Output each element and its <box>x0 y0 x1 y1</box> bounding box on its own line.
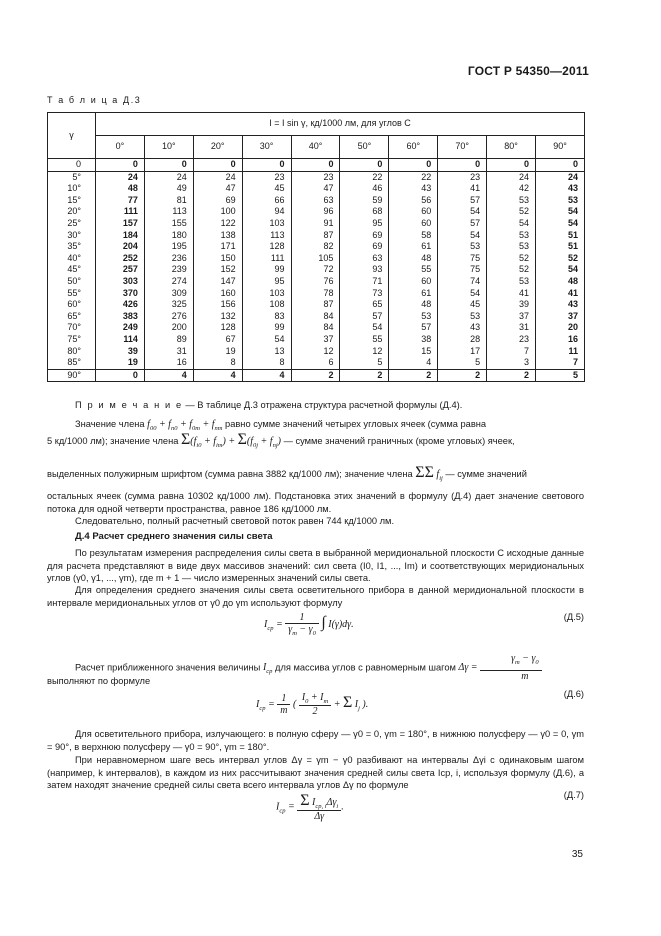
table-cell: 38 <box>389 334 438 346</box>
table-cell: 160 <box>193 288 242 300</box>
table-cell: 31 <box>487 322 536 334</box>
row-angle: 70° <box>48 322 96 334</box>
table-cell: 24 <box>144 171 193 183</box>
table-cell: 66 <box>242 195 291 207</box>
table-cell: 41 <box>487 288 536 300</box>
row-angle: 85° <box>48 357 96 369</box>
table-cell: 41 <box>536 288 585 300</box>
table-cell: 54 <box>536 206 585 218</box>
table-row <box>48 206 585 218</box>
table-cell: 128 <box>193 322 242 334</box>
table-caption: Т а б л и ц а Д.3 <box>47 95 142 105</box>
column-header: 0° <box>96 136 145 159</box>
boundary-sum-formula: $\Sigma(f_{i0} + f_{im}) + \Sigma(f_{0j} + f_{nj})$ <box>180 431 281 449</box>
table-cell: 68 <box>340 206 389 218</box>
table-cell: 23 <box>291 171 340 183</box>
table-cell: 114 <box>96 334 145 346</box>
table-cell: 24 <box>536 171 585 183</box>
table-cell: 22 <box>389 171 438 183</box>
table-cell: 6 <box>291 357 340 369</box>
table-cell: 93 <box>340 264 389 276</box>
table-cell: 99 <box>242 264 291 276</box>
table-cell: 37 <box>487 311 536 323</box>
table-cell: 303 <box>96 276 145 288</box>
page-number: 35 <box>571 849 583 860</box>
table-row <box>48 288 585 300</box>
table-cell: 17 <box>438 346 487 358</box>
table-cell: 48 <box>96 183 145 195</box>
table-cell: 249 <box>96 322 145 334</box>
document-id: ГОСТ Р 54350—2011 <box>467 64 589 78</box>
inner-sum-formula: ΣΣ $f_{ij}$ <box>415 464 443 482</box>
table-cell: 95 <box>242 276 291 288</box>
table-cell: 83 <box>242 311 291 323</box>
table-cell: 84 <box>291 311 340 323</box>
table-cell: 47 <box>193 183 242 195</box>
column-header: 40° <box>291 136 340 159</box>
table-cell: 100 <box>193 206 242 218</box>
table-cell: 81 <box>144 195 193 207</box>
table-cell: 8 <box>242 357 291 369</box>
table-row <box>48 276 585 288</box>
paragraph-total-flux: Следовательно, полный расчетный световой поток равен 744 кд/1000 лм. <box>75 516 395 526</box>
equation-d6: $I_{ср}$ = $\frac{1}{m}$ ( $\frac{I_0 + I_m}{2}$ + Σ $I_j$ ). <box>256 692 369 717</box>
table-row <box>48 241 585 253</box>
table-cell: 60 <box>389 206 438 218</box>
table-cell: 54 <box>536 264 585 276</box>
table-cell: 71 <box>340 276 389 288</box>
paragraph-sphere-cases: Для осветительного прибора, излучающего: в полную сферу — γ0 = 0, γm = 180°, в нижнюю полусферу — γ0 = 0, γm = 90°, в верхнюю полусферу — γ0 = 90°, γm = 180°. <box>47 729 584 752</box>
table-cell: 39 <box>96 346 145 358</box>
column-header: 30° <box>242 136 291 159</box>
equation-number-d7: (Д.7) <box>563 790 584 800</box>
table-row <box>48 218 585 230</box>
table-cell: 147 <box>193 276 242 288</box>
row-angle: 50° <box>48 276 96 288</box>
table-cell: 4 <box>242 369 291 382</box>
table-cell: 73 <box>340 288 389 300</box>
paragraph-term-sum-2: 5 кд/1000 лм); значение члена $\Sigma(f_{i0} + f_{im}) + \Sigma(f_{0j} + f_{nj})$ — сумме значений граничных (кроме угловых) ячеек, <box>47 431 515 449</box>
table-cell: 53 <box>536 195 585 207</box>
table-cell: 95 <box>340 218 389 230</box>
table-cell: 43 <box>389 183 438 195</box>
table-row <box>48 171 585 183</box>
group-header: I = I sin γ, кд/1000 лм, для углов C <box>96 113 585 136</box>
table-cell: 48 <box>389 299 438 311</box>
table-cell: 55 <box>340 334 389 346</box>
table-cell: 2 <box>487 369 536 382</box>
data-table <box>47 112 585 382</box>
table-cell: 60 <box>389 276 438 288</box>
table-cell: 239 <box>144 264 193 276</box>
table-cell: 67 <box>193 334 242 346</box>
column-header: 50° <box>340 136 389 159</box>
table-cell: 23 <box>487 334 536 346</box>
row-angle: 45° <box>48 264 96 276</box>
table-cell: 77 <box>96 195 145 207</box>
table-cell: 156 <box>193 299 242 311</box>
table-cell: 75 <box>438 264 487 276</box>
table-cell: 53 <box>438 241 487 253</box>
table-cell: 16 <box>536 334 585 346</box>
table-cell: 2 <box>438 369 487 382</box>
table-cell: 82 <box>291 241 340 253</box>
table-cell: 23 <box>242 171 291 183</box>
table-cell: 0 <box>340 159 389 172</box>
row-angle: 60° <box>48 299 96 311</box>
table-cell: 0 <box>144 159 193 172</box>
table-cell: 132 <box>193 311 242 323</box>
table-cell: 42 <box>487 183 536 195</box>
table-cell: 43 <box>536 299 585 311</box>
row-angle: 5° <box>48 171 96 183</box>
table-cell: 91 <box>291 218 340 230</box>
table-cell: 63 <box>340 253 389 265</box>
table-cell: 51 <box>536 241 585 253</box>
table-cell: 53 <box>389 311 438 323</box>
table-cell: 111 <box>242 253 291 265</box>
table-cell: 24 <box>96 171 145 183</box>
table-cell: 78 <box>291 288 340 300</box>
table-cell: 13 <box>242 346 291 358</box>
table-row <box>48 346 585 358</box>
table-cell: 103 <box>242 288 291 300</box>
row-angle: 25° <box>48 218 96 230</box>
table-cell: 74 <box>438 276 487 288</box>
table-cell: 20 <box>536 322 585 334</box>
corner-sum-formula: $f_{00} + f_{n0} + f_{0m} + f_{nm}$ <box>147 419 223 432</box>
table-cell: 24 <box>487 171 536 183</box>
table-cell: 15 <box>389 346 438 358</box>
table-note: П р и м е ч а н и е — В таблице Д.3 отражена структура расчетной формулы (Д.4). <box>75 400 463 410</box>
table-cell: 53 <box>487 230 536 242</box>
table-cell: 2 <box>389 369 438 382</box>
table-cell: 39 <box>487 299 536 311</box>
table-cell: 31 <box>144 346 193 358</box>
column-header: 20° <box>193 136 242 159</box>
table-cell: 37 <box>536 311 585 323</box>
table-cell: 150 <box>193 253 242 265</box>
table-row <box>48 159 585 172</box>
table-cell: 0 <box>193 159 242 172</box>
table-cell: 0 <box>242 159 291 172</box>
table-cell: 52 <box>487 253 536 265</box>
row-angle: 30° <box>48 230 96 242</box>
table-cell: 52 <box>487 264 536 276</box>
row-angle: 15° <box>48 195 96 207</box>
table-cell: 180 <box>144 230 193 242</box>
table-row <box>48 230 585 242</box>
table-row <box>48 299 585 311</box>
table-cell: 87 <box>291 230 340 242</box>
table-cell: 43 <box>438 322 487 334</box>
table-row <box>48 183 585 195</box>
table-cell: 0 <box>291 159 340 172</box>
table-cell: 12 <box>291 346 340 358</box>
table-cell: 60 <box>389 218 438 230</box>
table-cell: 184 <box>96 230 145 242</box>
table-cell: 2 <box>340 369 389 382</box>
row-angle: 10° <box>48 183 96 195</box>
table-cell: 23 <box>438 171 487 183</box>
table-cell: 63 <box>291 195 340 207</box>
table-cell: 236 <box>144 253 193 265</box>
table-cell: 59 <box>340 195 389 207</box>
table-cell: 41 <box>438 183 487 195</box>
table-cell: 45 <box>438 299 487 311</box>
table-cell: 69 <box>193 195 242 207</box>
table-cell: 257 <box>96 264 145 276</box>
row-angle: 90° <box>48 369 96 382</box>
table-cell: 52 <box>536 253 585 265</box>
table-cell: 94 <box>242 206 291 218</box>
table-cell: 113 <box>144 206 193 218</box>
table-cell: 47 <box>291 183 340 195</box>
table-cell: 96 <box>291 206 340 218</box>
table-cell: 53 <box>487 276 536 288</box>
table-cell: 45 <box>242 183 291 195</box>
table-cell: 138 <box>193 230 242 242</box>
table-cell: 61 <box>389 288 438 300</box>
column-header: 10° <box>144 136 193 159</box>
table-cell: 200 <box>144 322 193 334</box>
table-cell: 274 <box>144 276 193 288</box>
paragraph-nonuniform-step: При неравномерном шаге весь интервал углов Δγ = γm − γ0 разбивают на интервалы Δγi с одинаковым шагом (например, k интервалов), в каждом из них рассчитывают значения средней силы света Icp, i, используя формулу (Д.6), а затем находят значение средней силы света всего интервала углов Δγ по формуле <box>47 755 584 790</box>
table-cell: 61 <box>389 241 438 253</box>
table-cell: 11 <box>536 346 585 358</box>
paragraph-mean-formula-intro: Для определения среднего значения силы света осветительного прибора в данной меридиональной плоскости в интервале меридиональных углов от γ0 до γm используют формулу <box>47 585 584 608</box>
table-cell: 76 <box>291 276 340 288</box>
row-angle: 65° <box>48 311 96 323</box>
table-cell: 69 <box>340 241 389 253</box>
table-cell: 75 <box>438 253 487 265</box>
table-cell: 51 <box>536 230 585 242</box>
table-cell: 195 <box>144 241 193 253</box>
table-cell: 24 <box>193 171 242 183</box>
table-row <box>48 264 585 276</box>
row-angle: 75° <box>48 334 96 346</box>
table-cell: 103 <box>242 218 291 230</box>
table-cell: 58 <box>389 230 438 242</box>
table-cell: 105 <box>291 253 340 265</box>
table-cell: 65 <box>340 299 389 311</box>
table-cell: 57 <box>340 311 389 323</box>
row-angle: 20° <box>48 206 96 218</box>
paragraph-approx-formula: выполняют по формуле <box>47 676 151 686</box>
equation-d5: $I_{ср}$ = $\frac{1}{\gamma_m - \gamma_0}$ ∫ I(γ)dγ. <box>264 612 354 637</box>
equation-number-d6: (Д.6) <box>563 689 584 699</box>
row-angle: 55° <box>48 288 96 300</box>
table-cell: 309 <box>144 288 193 300</box>
table-cell: 276 <box>144 311 193 323</box>
table-cell: 87 <box>291 299 340 311</box>
table-cell: 19 <box>96 357 145 369</box>
table-cell: 7 <box>536 357 585 369</box>
column-header: 70° <box>438 136 487 159</box>
table-cell: 426 <box>96 299 145 311</box>
section-title: Д.4 Расчет среднего значения силы света <box>75 531 273 542</box>
column-header: 80° <box>487 136 536 159</box>
table-row <box>48 357 585 369</box>
table-cell: 16 <box>144 357 193 369</box>
table-cell: 128 <box>242 241 291 253</box>
row-angle: 40° <box>48 253 96 265</box>
equation-d7: $I_{ср}$ = $\frac{\Sigma I_{ср, i}\Delta\gamma_i}{\Delta\gamma}$ . <box>276 792 344 822</box>
table-cell: 5 <box>340 357 389 369</box>
table-cell: 37 <box>291 334 340 346</box>
table-cell: 55 <box>389 264 438 276</box>
table-cell: 48 <box>389 253 438 265</box>
table-cell: 108 <box>242 299 291 311</box>
table-cell: 0 <box>487 159 536 172</box>
table-cell: 54 <box>340 322 389 334</box>
table-cell: 43 <box>536 183 585 195</box>
table-cell: 52 <box>487 206 536 218</box>
table-cell: 46 <box>340 183 389 195</box>
table-cell: 155 <box>144 218 193 230</box>
equation-number-d5: (Д.5) <box>563 612 584 622</box>
table-cell: 72 <box>291 264 340 276</box>
table-cell: 5 <box>536 369 585 382</box>
table-cell: 57 <box>389 322 438 334</box>
table-cell: 54 <box>438 230 487 242</box>
table-row <box>48 322 585 334</box>
table-cell: 84 <box>291 322 340 334</box>
table-cell: 53 <box>487 241 536 253</box>
row-angle: 80° <box>48 346 96 358</box>
table-cell: 0 <box>438 159 487 172</box>
paragraph-input-data: По результатам измерения распределения силы света в выбранной меридиональной плоскости C исходные данные для расчета представляют в виде двух массивов значений: сил света (I0, I1, ..., Im) и соответствующих меридиональных углов (γ0, γ1, ..., γm), где m + 1 — число измеренных значений силы света. <box>47 548 584 583</box>
table-cell: 252 <box>96 253 145 265</box>
table-cell: 89 <box>144 334 193 346</box>
table-cell: 8 <box>193 357 242 369</box>
table-cell: 4 <box>144 369 193 382</box>
table-cell: 383 <box>96 311 145 323</box>
table-cell: 54 <box>487 218 536 230</box>
table-row <box>48 334 585 346</box>
table-cell: 4 <box>389 357 438 369</box>
table-cell: 7 <box>487 346 536 358</box>
table-cell: 22 <box>340 171 389 183</box>
table-cell: 69 <box>340 230 389 242</box>
paragraph-approximation: Расчет приближенного значения величины $I_{ср}$ для массива углов с равномерным шагом Δγ = $\frac{\gamma_m - \gamma_0}{m}$ <box>47 653 584 683</box>
table-cell: 2 <box>291 369 340 382</box>
table-cell: 57 <box>438 218 487 230</box>
table-row <box>48 195 585 207</box>
table-cell: 5 <box>438 357 487 369</box>
table-cell: 54 <box>242 334 291 346</box>
table-cell: 157 <box>96 218 145 230</box>
paragraph-term-sum: Значение члена $f_{00} + f_{n0} + f_{0m} + f_{nm}$ равно сумме значений четырех угловых ячеек (сумма равна <box>75 419 487 432</box>
row-angle: 0 <box>48 159 96 172</box>
table-cell: 0 <box>96 159 145 172</box>
column-header: 90° <box>536 136 585 159</box>
table-cell: 48 <box>536 276 585 288</box>
table-cell: 152 <box>193 264 242 276</box>
table-cell: 49 <box>144 183 193 195</box>
table-row <box>48 253 585 265</box>
table-cell: 54 <box>438 206 487 218</box>
paragraph-term-sum-3: выделенных полужирным шрифтом (сумма равна 3882 кд/1000 лм); значение члена ΣΣ $f_{ij}$ — сумме значений <box>47 464 527 482</box>
table-cell: 56 <box>389 195 438 207</box>
table-cell: 122 <box>193 218 242 230</box>
table-cell: 57 <box>438 195 487 207</box>
table-cell: 53 <box>438 311 487 323</box>
table-cell: 370 <box>96 288 145 300</box>
table-cell: 113 <box>242 230 291 242</box>
table-cell: 12 <box>340 346 389 358</box>
table-cell: 53 <box>487 195 536 207</box>
table-cell: 19 <box>193 346 242 358</box>
table-cell: 171 <box>193 241 242 253</box>
table-cell: 54 <box>438 288 487 300</box>
angle-header: γ <box>48 113 96 159</box>
table-cell: 54 <box>536 218 585 230</box>
table-cell: 3 <box>487 357 536 369</box>
paragraph-substitution: остальных ячеек (сумма равна 10302 кд/1000 лм). Подстановка этих значений в формулу (Д.4) дает значение светового потока для одной четверти пространства, равное 186 кд/1000 лм. <box>47 491 584 514</box>
table-row <box>48 311 585 323</box>
table-cell: 0 <box>389 159 438 172</box>
table-cell: 325 <box>144 299 193 311</box>
table-cell: 99 <box>242 322 291 334</box>
column-header: 60° <box>389 136 438 159</box>
table-cell: 111 <box>96 206 145 218</box>
table-row <box>48 369 585 382</box>
table-cell: 0 <box>96 369 145 382</box>
table-cell: 4 <box>193 369 242 382</box>
table-cell: 28 <box>438 334 487 346</box>
table-cell: 204 <box>96 241 145 253</box>
table-cell: 0 <box>536 159 585 172</box>
row-angle: 35° <box>48 241 96 253</box>
